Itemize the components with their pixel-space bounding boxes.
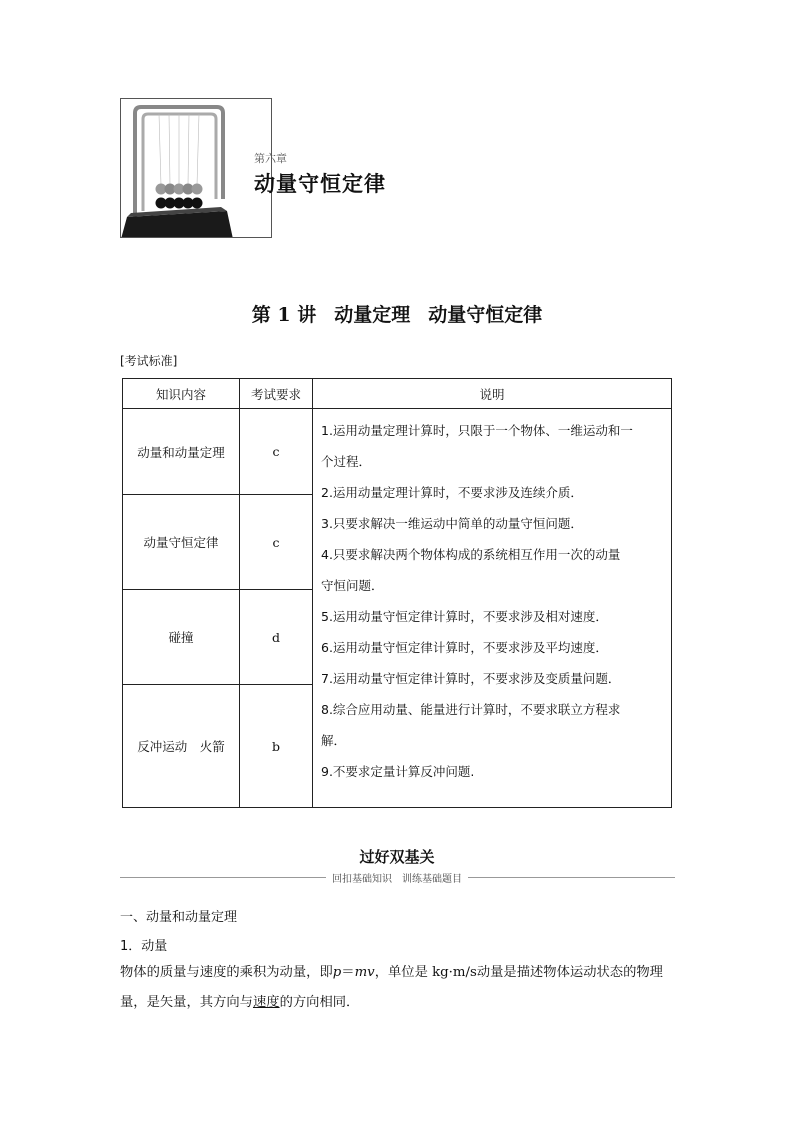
exam-standards-label: [考试标准] — [120, 354, 178, 368]
lecture-number: 第 1 讲 — [251, 304, 317, 326]
requirement-level-cell: b — [240, 685, 313, 808]
formula-equals: ＝ — [341, 965, 355, 980]
lecture-topic-1: 动量定理 — [334, 304, 411, 326]
newtons-cradle-image — [121, 99, 233, 238]
knowledge-content-cell: 碰撞 — [123, 590, 240, 685]
description-line: 6.运用动量守恒定律计算时，不要求涉及平均速度． — [321, 640, 608, 655]
description-line: 5.运用动量守恒定律计算时，不要求涉及相对速度． — [321, 609, 608, 624]
knowledge-content-cell: 动量和动量定理 — [123, 409, 240, 495]
text-fragment: 物体的质量与速度的乘积为动量，即 — [120, 965, 333, 980]
formula-p: p — [332, 965, 342, 980]
description-line: 8.综合应用动量、能量进行计算时，不要求联立方程求 — [321, 702, 621, 717]
requirement-level-cell: d — [240, 590, 313, 685]
paragraph-momentum-definition — [120, 958, 680, 1018]
column-header: 说明 — [313, 379, 672, 409]
heading-level-1: 一、动量和动量定理 — [120, 910, 238, 925]
description-line: 1.运用动量定理计算时，只限于一个物体、一维运动和一 — [321, 423, 633, 438]
description-line: 7.运用动量守恒定律计算时，不要求涉及变质量问题． — [321, 671, 621, 686]
underlined-text: 速度 — [252, 995, 280, 1010]
section-title: 过好双基关 — [359, 848, 435, 866]
chapter-number-label: 第六章 — [254, 152, 287, 165]
requirement-level-cell: c — [240, 409, 313, 495]
unit-text: kg·m/s — [432, 965, 477, 980]
description-cell — [313, 409, 672, 808]
description-line: 3.只要求解决一维运动中简单的动量守恒问题． — [321, 516, 583, 531]
description-line: 个过程． — [321, 454, 372, 469]
lecture-title — [0, 300, 794, 327]
section-subtitle-text: 回扣基础知识 训练基础题目 — [326, 874, 468, 885]
chapter-image-frame — [120, 98, 272, 238]
table-header-row — [123, 379, 672, 409]
column-header: 考试要求 — [240, 379, 313, 409]
description-line: 解． — [321, 733, 347, 748]
lecture-topic-2: 动量守恒定律 — [428, 304, 543, 326]
knowledge-content-cell: 动量守恒定律 — [123, 495, 240, 590]
heading-level-2: 1．动量 — [120, 939, 168, 954]
chapter-title: 动量守恒定律 — [254, 172, 386, 196]
exam-standards-table — [122, 378, 672, 808]
requirement-level-cell: c — [240, 495, 313, 590]
description-line: 4.只要求解决两个物体构成的系统相互作用一次的动量 — [321, 547, 621, 562]
text-fragment: 的方向相同． — [279, 995, 360, 1010]
knowledge-content-cell: 反冲运动 火箭 — [123, 685, 240, 808]
table-row — [123, 409, 672, 495]
description-line: 2.运用动量定理计算时，不要求涉及连续介质． — [321, 485, 583, 500]
description-line: 9.不要求定量计算反冲问题. — [321, 764, 475, 779]
column-header: 知识内容 — [123, 379, 240, 409]
formula-mv: mv — [354, 965, 375, 980]
description-line: 守恒问题． — [321, 578, 384, 593]
section-subtitle — [0, 870, 794, 885]
text-fragment: 动量是描述物体运动状态的物理量，是矢量，其方向与 — [120, 965, 663, 1010]
text-fragment: ，单位是 — [374, 965, 428, 980]
